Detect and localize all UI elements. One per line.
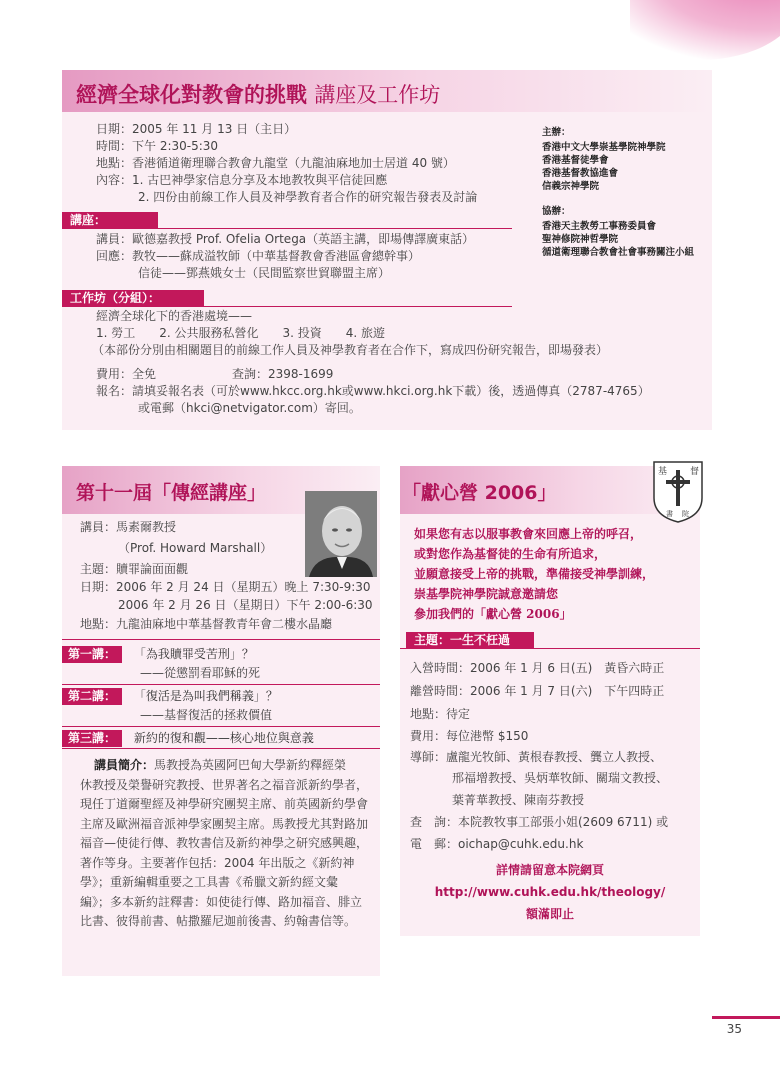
organizer-item: 香港基督教協進會 <box>542 168 619 179</box>
lecture-label: 第二講： <box>62 688 122 705</box>
divider <box>62 748 380 749</box>
speaker-photo <box>305 491 377 577</box>
page-number-bar <box>712 1016 780 1019</box>
corner-decoration <box>630 0 780 70</box>
organizer-item: 香港基督徒學會 <box>542 155 609 166</box>
svg-text:院: 院 <box>682 510 689 518</box>
lecture-title: 「為我贖罪受苦刑」？ <box>133 647 254 661</box>
lecture-item <box>62 730 314 747</box>
lecture-label: 第一講： <box>62 646 122 663</box>
ls-theme: 主題：贖罪論面面觀 <box>80 562 189 576</box>
camp-mentors-2: 邢福增教授、吳炳華牧師、關瑞文教授、 <box>452 771 669 785</box>
lecture-response-2: 信徒——鄧燕娥女士（民間監察世貿聯盟主席） <box>138 266 391 280</box>
lecture-label: 第三講： <box>62 730 122 747</box>
lecture-label: 講座： <box>62 212 158 229</box>
camp-fee: 費用：每位港幣 $150 <box>410 729 529 743</box>
svg-text:書: 書 <box>666 510 673 518</box>
camp-mentors-3: 葉菁華教授、陳南芬教授 <box>452 793 585 807</box>
svg-text:督: 督 <box>690 467 700 477</box>
organizer-item: 信義宗神學院 <box>542 181 600 192</box>
divider <box>62 684 380 685</box>
co-organizer-item: 循道衛理聯合教會社會事務關注小組 <box>542 247 695 258</box>
seminar-content-2: 2. 四份由前線工作人員及神學教育者合作的研究報告發表及討論 <box>138 190 478 204</box>
camp-website-link[interactable]: http://www.cuhk.edu.hk/theology/ <box>434 885 666 899</box>
camp-email[interactable]: 電 郵：oichap@cuhk.edu.hk <box>410 837 584 851</box>
camp-intro: 如果您有志以服事教會來回應上帝的呼召， 或對您作為基督徒的生命有所追求， 並願意接受上帝的挑戰，準備接受神學訓練， 崇基學院神學院誠意邀請您 參加我們的「獻心營 2006」 <box>414 527 655 621</box>
camp-enquiry: 查 詢：本院教牧事工部張小姐(2609 6711) 或 <box>410 815 669 829</box>
camp-checkout: 離營時間：2006 年 1 月 7 日(六) 下午四時正 <box>410 684 665 698</box>
lecture-item <box>62 688 278 705</box>
divider <box>62 726 380 727</box>
workshop-topics: 1. 勞工 2. 公共服務私營化 3. 投資 4. 旅遊 <box>96 326 386 340</box>
lecture-title: 新約的復和觀——核心地位與意義 <box>133 731 314 745</box>
ls-speaker-en: （Prof. Howard Marshall） <box>118 541 273 555</box>
seminar-date: 日期：2005 年 11 月 13 日（主日） <box>96 122 297 136</box>
workshop-intro: 經濟全球化下的香港處境—— <box>96 309 253 323</box>
ls-date-2: 2006 年 2 月 26 日（星期日）下午 2:00-6:30 <box>118 598 373 612</box>
ls-speaker: 講員：馬素爾教授 <box>80 520 177 534</box>
college-crest-icon <box>652 460 704 524</box>
ls-venue: 地點：九龍油麻地中華基督教青年會二樓水晶廳 <box>80 617 333 631</box>
seminar-venue: 地點：香港循道衛理聯合教會九龍堂（九龍油麻地加士居道 40 號） <box>96 156 455 170</box>
seminar-register-2: 或電郵（hkci@netvigator.com）寄回。 <box>138 401 361 415</box>
lecture-item <box>62 646 254 663</box>
lecture-title: 「復活是為叫我們稱義」？ <box>133 689 278 703</box>
camp-mentors-1: 導師：盧龍光牧師、黃根春教授、龔立人教授、 <box>410 750 663 764</box>
camp-checkin: 入營時間：2006 年 1 月 6 日(五) 黃昏六時正 <box>410 661 665 675</box>
workshop-label: 工作坊（分組）： <box>62 290 204 307</box>
camp-full-notice: 額滿即止 <box>525 907 574 921</box>
organizer-item: 香港中文大學崇基學院神學院 <box>542 142 666 153</box>
organizer-label: 主辦： <box>542 127 571 138</box>
lecture-response-1: 回應：教牧——蘇成溢牧師（中華基督教會香港區會總幹事） <box>96 249 421 263</box>
camp-title: 「獻心營 2006」 <box>402 482 557 504</box>
co-organizer-item: 香港天主教勞工事務委員會 <box>542 221 657 232</box>
seminar-register-1: 報名：請填妥報名表（可於www.hkcc.org.hk或www.hkci.org.hk下載）後，透過傳真（2787-4765） <box>96 384 650 398</box>
svg-text:基: 基 <box>658 467 668 477</box>
camp-venue: 地點：待定 <box>410 707 471 721</box>
divider <box>62 306 512 307</box>
workshop-note: （本部份分別由相關題目的前線工作人員及神學教育者在合作下，寫成四份研究報告，即場發表） <box>92 343 609 357</box>
co-organizer-label: 協辦： <box>542 206 571 217</box>
lecture-series-title: 第十一屆「傳經講座」 <box>76 482 267 504</box>
seminar-enquiry: 查詢：2398-1699 <box>232 367 334 381</box>
page-number: 35 <box>726 1022 742 1036</box>
divider <box>62 228 512 229</box>
lecture-subtitle: ——基督復活的拯救價值 <box>140 708 273 722</box>
lecture-speaker: 講員：歐德嘉教授 Prof. Ofelia Ortega（英語主講，即場傳譯廣東話） <box>96 232 475 246</box>
speaker-bio: 講員簡介：馬教授為英國阿巴甸大學新約釋經榮 休教授及榮譽研究教授、世界著名之福音派新約學者， 現任丁道爾聖經及神學研究團契主席、前英國新約學會 主席及歐洲福音派神學家團契主席。馬教授尤其對路加 福音—使徒行傳、教牧書信及新約神學之研究感興趣， 著作等身。主要著作包括：2004 年出版之《新約神 學》；重新編輯重要之工具書《希臘文新約經文彙 編》；多本新約註釋書：如使徒行傳、路加福音、腓立 比書、彼得前書、帖撒羅尼迦前後書、約翰書信等。 <box>80 758 369 928</box>
divider <box>62 639 380 640</box>
seminar-fee: 費用：全免 <box>96 367 157 381</box>
bio-label: 講員簡介： <box>94 758 155 772</box>
seminar-time: 時間：下午 2:30-5:30 <box>96 139 219 153</box>
camp-details: 詳情請留意本院網頁 <box>495 863 604 877</box>
ls-date-1: 日期：2006 年 2 月 24 日（星期五）晚上 7:30-9:30 <box>80 580 371 594</box>
camp-theme-label: 主題：一生不枉過 <box>406 632 534 649</box>
co-organizer-item: 聖神修院神哲學院 <box>542 234 619 245</box>
seminar-content-1: 內容：1. 古巴神學家信息分享及本地教牧與平信徒回應 <box>96 173 388 187</box>
divider <box>400 648 700 649</box>
seminar-title: 經濟全球化對教會的挑戰 講座及工作坊 <box>76 83 441 107</box>
lecture-subtitle: ——從懲罰看耶穌的死 <box>140 666 261 680</box>
